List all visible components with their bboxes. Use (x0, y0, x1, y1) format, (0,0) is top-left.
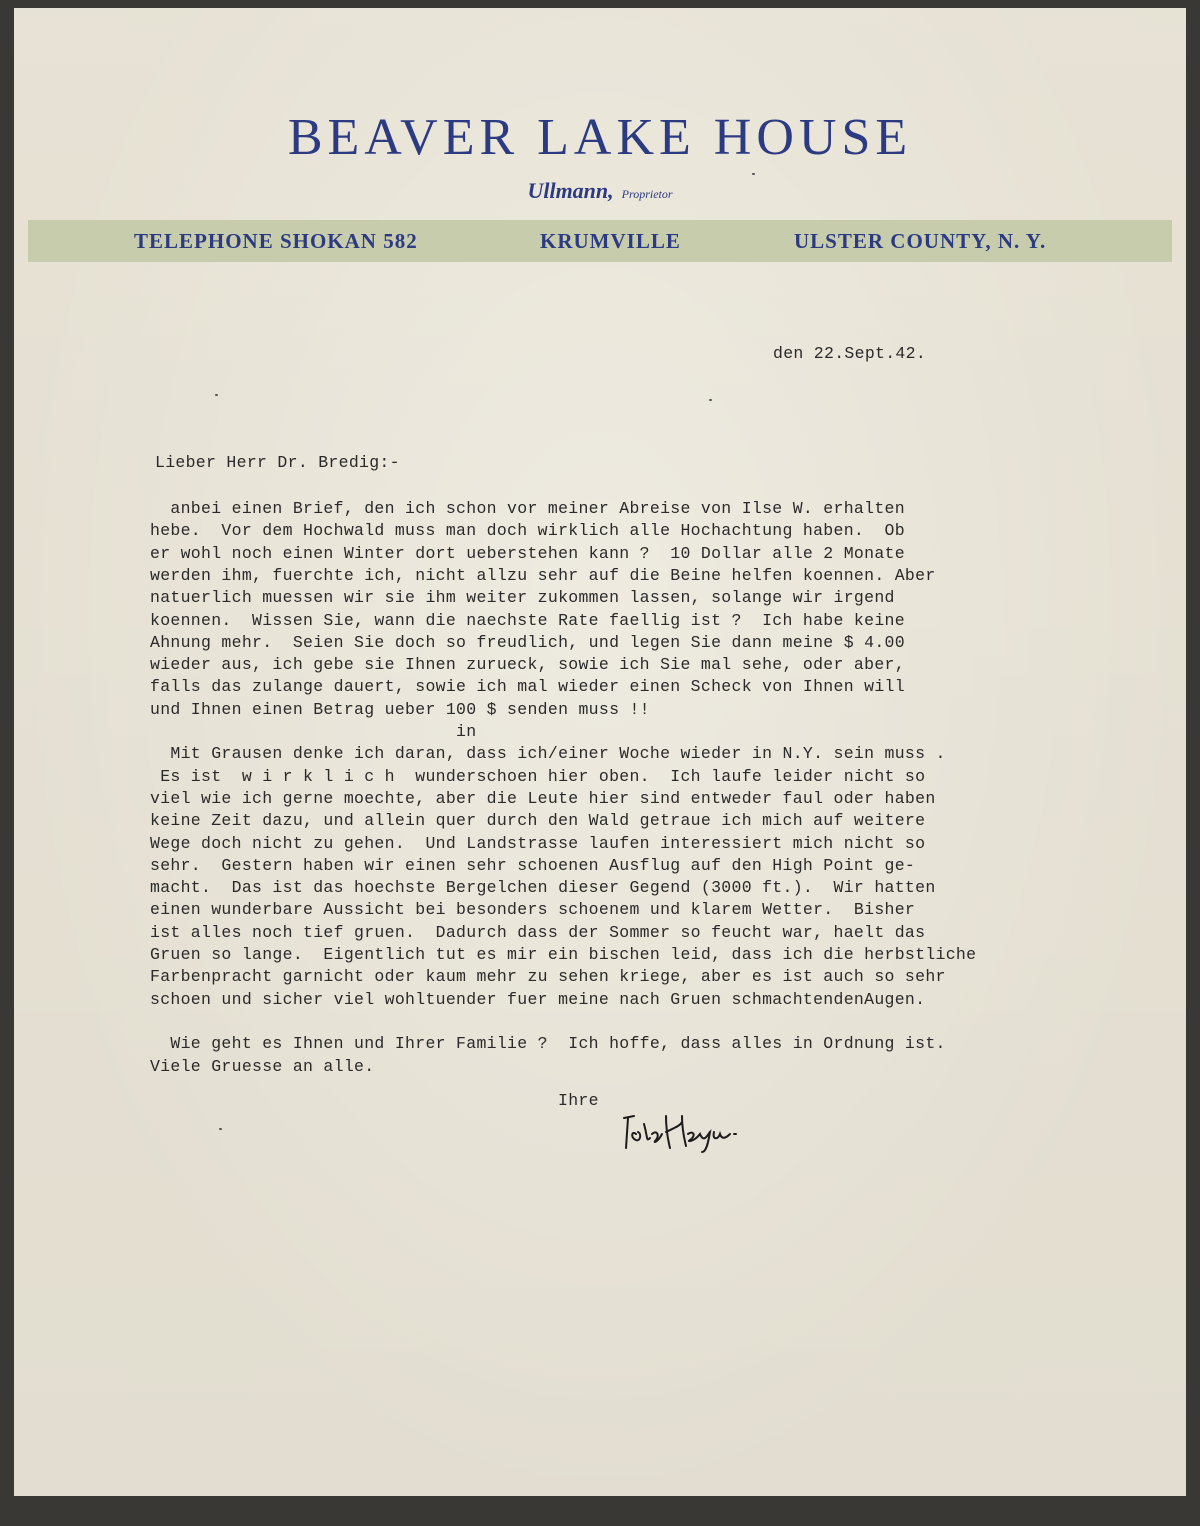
letter-body-line: Mit Grausen denke ich daran, dass ich/einer Woche wieder in N.Y. sein muss . (150, 744, 946, 764)
letter-body-line: Viele Gruesse an alle. (150, 1056, 375, 1076)
letter-body-line: Farbenpracht garnicht oder kaum mehr zu sehen kriege, aber es ist auch so sehr (150, 967, 946, 987)
letter-body-line: macht. Das ist das hoechste Bergelchen dieser Gegend (3000 ft.). Wir hatten (150, 878, 936, 898)
scan-border-left (0, 0, 14, 1526)
letter-salutation: Lieber Herr Dr. Bredig:- (155, 453, 400, 472)
letterhead-telephone: TELEPHONE SHOKAN 582 (134, 229, 418, 253)
letter-body-line: hebe. Vor dem Hochwald muss man doch wirklich alle Hochachtung haben. Ob (150, 521, 905, 541)
scan-border-bottom (0, 1496, 1200, 1526)
letterhead-county: ULSTER COUNTY, N. Y. (794, 229, 1047, 253)
letter-body-line: einen wunderbare Aussicht bei besonders schoenem und klarem Wetter. Bisher (150, 900, 916, 920)
letter-body-line: er wohl noch einen Winter dort ueberstehen kann ? 10 Dollar alle 2 Monate (150, 543, 905, 563)
letter-body-line: wieder aus, ich gebe sie Ihnen zurueck, sowie ich Sie mal sehe, oder aber, (150, 655, 905, 675)
proprietor-name: Ullmann, (527, 178, 614, 203)
letter-body-line: viel wie ich gerne moechte, aber die Leute hier sind entweder faul oder haben (150, 788, 936, 808)
letter-body-line: keine Zeit dazu, und allein quer durch den Wald getraue ich mich auf weitere (150, 811, 926, 831)
letter-body-line: werden ihm, fuerchte ich, nicht allzu sehr auf die Beine helfen koennen. Aber (150, 565, 936, 585)
letter-body-line: koennen. Wissen Sie, wann die naechste Rate faellig ist ? Ich habe keine (150, 610, 905, 630)
letter-body-line: Gruen so lange. Eigentlich tut es mir ein bischen leid, dass ich die herbstliche (150, 945, 977, 964)
letter-body-line: anbei einen Brief, den ich schon vor meiner Abreise von Ilse W. erhalten (150, 499, 905, 518)
letter-body-line: sehr. Gestern haben wir einen sehr schoenen Ausflug auf den High Point ge- (150, 855, 916, 875)
letter-body-line: Wege doch nicht zu gehen. Und Landstrasse laufen interessiert mich nicht so (150, 833, 926, 853)
letter-body-line: ist alles noch tief gruen. Dadurch dass der Sommer so feucht war, haelt das (150, 922, 926, 942)
letter-body-line: in (150, 722, 477, 741)
letterhead-title: BEAVER LAKE HOUSE (287, 109, 913, 166)
scan-border-right (1186, 0, 1200, 1526)
signature (622, 1104, 762, 1154)
letter-body-line: schoen und sicher viel wohltuender fuer meine nach Gruen schmachtendenAugen. (150, 989, 926, 1009)
scan-border-top (0, 0, 1200, 8)
letter-body-line: Es ist w i r k l i c h wunderschoen hier oben. Ich laufe leider nicht so (150, 766, 926, 786)
letterhead-proprietor (0, 178, 1200, 204)
letter-body-line: Wie geht es Ihnen und Ihrer Familie ? Ich hoffe, dass alles in Ordnung ist. (150, 1034, 946, 1054)
letterhead-town: KRUMVILLE (540, 229, 681, 253)
letter-date: den 22.Sept.42. (773, 344, 927, 363)
proprietor-role: Proprietor (621, 187, 673, 201)
letter-body-line: Ahnung mehr. Seien Sie doch so freudlich, und legen Sie dann meine $ 4.00 (150, 632, 905, 652)
letter-body-line: und Ihnen einen Betrag ueber 100 $ senden muss !! (150, 699, 650, 719)
letter-body-line: natuerlich muessen wir sie ihm weiter zukommen lassen, solange wir irgend (150, 588, 895, 608)
letter-body-line: falls das zulange dauert, sowie ich mal wieder einen Scheck von Ihnen will (150, 677, 905, 697)
letter-closing: Ihre (558, 1091, 599, 1110)
letterhead-band (28, 220, 1172, 262)
